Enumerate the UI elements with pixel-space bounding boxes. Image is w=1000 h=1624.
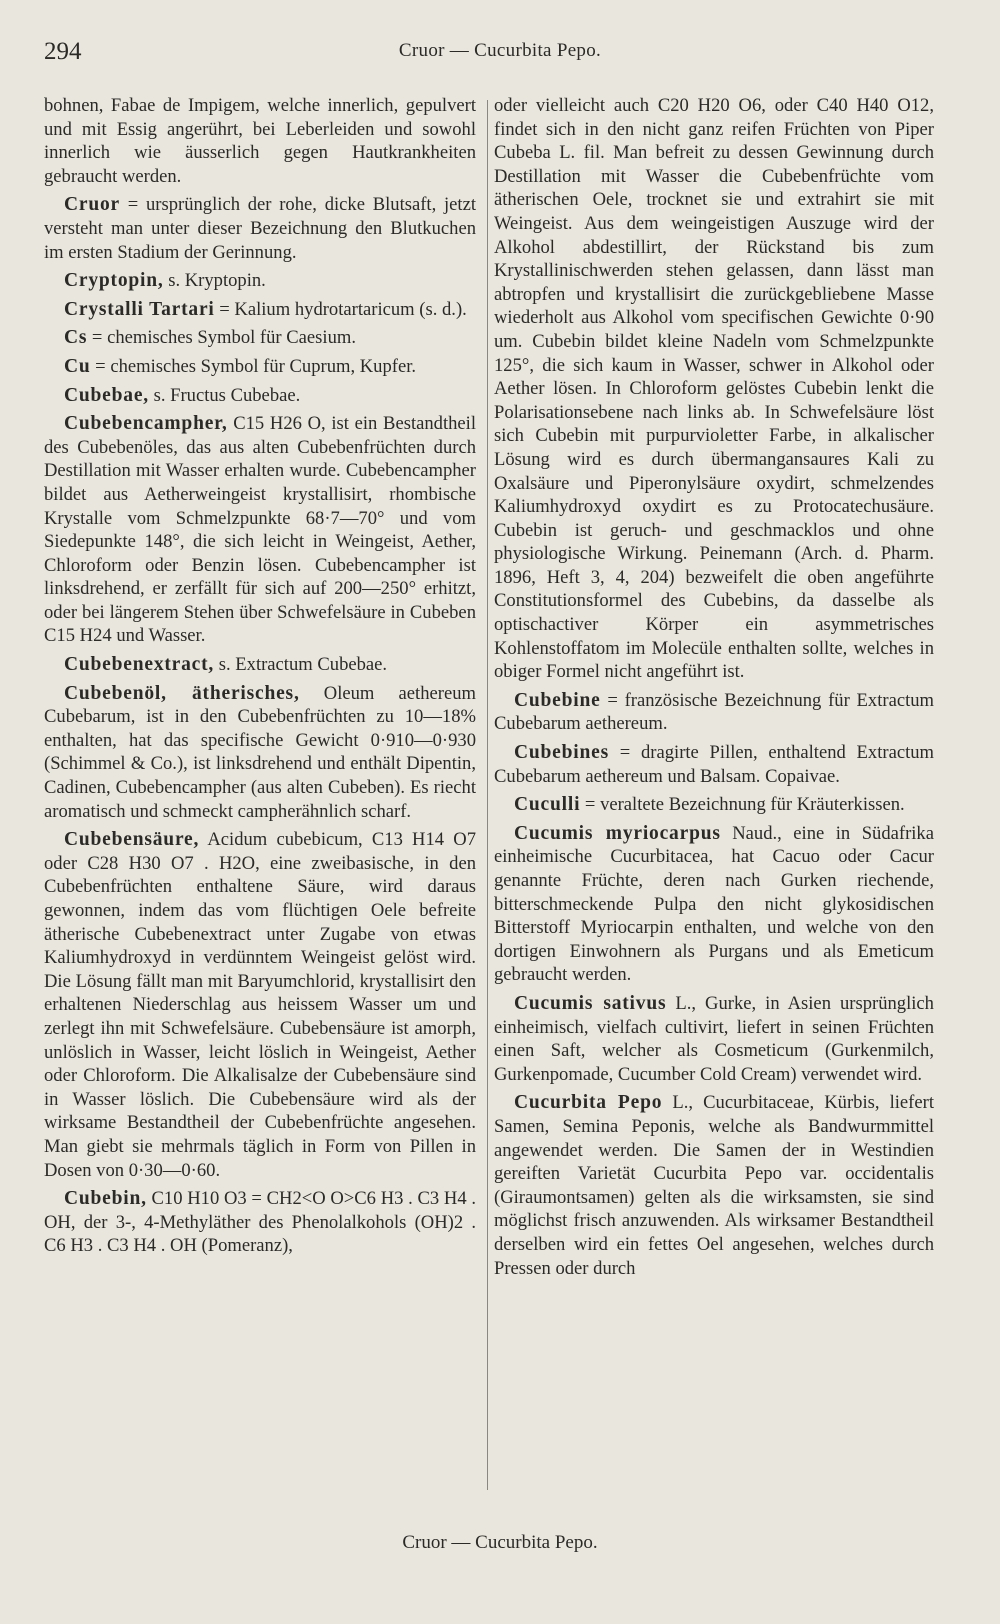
- entry: [44, 412, 476, 648]
- entry: [44, 298, 476, 322]
- entry-headword: Cubebenextract,: [64, 654, 215, 676]
- entry-text: s. Fructus Cubebae.: [148, 384, 301, 406]
- entry-headword: Cryptopin,: [64, 270, 164, 292]
- entry: [494, 992, 934, 1086]
- entry-text: s. Kryptopin.: [163, 270, 266, 292]
- entry-text: Naud., eine in Südafrika einheimische Cucurbitacea, hat Cacuo oder Cacur genannte Früchte, deren nach Gurken riechende, bitterschmeckende Pulpa den nicht glykosidischen Bitterstoff Myriocarpin enthalten, und welche von den dortigen Einwohnern als Purgans und als Emeticum gebraucht werden.: [494, 822, 934, 986]
- entry-text: Acidum cubebicum, C13 H14 O7 oder C28 H30 O7 . H2O, eine zweibasische, in den Cubebenfrüchten enthaltene Säure, wird daraus gewonnen, indem das vom flüchtigen Oele befreite ätherische Cubebenextract unter Zugabe von etwas Kaliumhydroxyd in verdünntem Weingeist gelöst wird. Die Lösung fällt man mit Baryumchlorid, krystallisirt den erhaltenen Niederschlag aus heissem Wasser um und zerlegt ihn mit Schwefelsäure. Cubebensäure ist amorph, unlöslich in Wasser, leicht löslich in Weingeist, Aether oder Chloroform. Die Alkalisalze der Cubebensäure sind in Wasser löslich. Die Cubebensäure wird als der wirksame Bestandtheil der Cubebenfrüchte angesehen. Man giebt sie mehrmals täglich in Form von Pillen in Dosen von 0·30—0·60.: [44, 829, 476, 1181]
- page-number: 294: [44, 38, 82, 65]
- entry: [44, 828, 476, 1182]
- running-footer: Cruor — Cucurbita Pepo.: [402, 1532, 598, 1553]
- entry-headword: Cubebae,: [64, 384, 149, 406]
- entry-text: L., Gurke, in Asien ursprünglich einheimisch, vielfach cultivirt, liefert in seinen Früchten einen Saft, welcher als Cosmeticum (Gurkenmilch, Gurkenpomade, Cucumber Cold Cream) verwendet wird.: [494, 992, 934, 1085]
- entry-headword: Cubebin,: [64, 1188, 147, 1210]
- entry: [494, 1091, 934, 1280]
- entry: [44, 1187, 476, 1258]
- entry-text: = Kalium hydrotartaricum (s. d.).: [214, 298, 467, 320]
- entry-text: bohnen, Fabae de Impigem, welche innerlich, gepulvert und mit Essig angerührt, bei Leberleiden und sowohl innerlich wie äusserlich gegen Hautkrankheiten gebraucht werden.: [44, 95, 476, 187]
- entry-text: C15 H26 O, ist ein Bestandtheil des Cubebenöles, das aus alten Cubebenfrüchten durch Destillation mit Wasser erhalten wurde. Cubebencampher bildet aus Aetherweingeist krystallisirt, rhombische Krystalle vom Schmelzpunkte 68·7—70° und vom Siedepunkte 148°, die sich leicht in Weingeist, Aether, Chloroform oder Benzin lösen. Cubebencampher ist linksdrehend, er zerfällt für sich auf 200—250° erhitzt, oder bei längerem Stehen über Schwefelsäure in Cubeben C15 H24 und Wasser.: [44, 413, 476, 647]
- entry: [44, 269, 476, 293]
- entry: [494, 793, 934, 817]
- entry-text: = ursprünglich der rohe, dicke Blutsaft, jetzt versteht man unter dieser Bezeichnung den Blutkuchen im ersten Stadium der Gerinnung.: [44, 194, 476, 263]
- entry-text: L., Cucurbitaceae, Kürbis, liefert Samen, Semina Peponis, welche als Bandwurmmittel angewendet werden. Die Samen der in Westindien gereiften Varietät Cucurbita Pepo var. occidentalis (Giraumontsamen) gelten als die wirksamsten, sie sind möglichst frisch anzuwenden. Als wirksamer Bestandtheil derselben wird ein fettes Oel angesehen, welches durch Pressen oder durch: [494, 1092, 934, 1279]
- entry-text: Oleum aethereum Cubebarum, ist in den Cubebenfrüchten zu 10—18% enthalten, hat das specifische Gewicht 0·910—0·930 (Schimmel & Co.), ist linksdrehend und enthält Dipentin, Cadinen, Cubebencampher (aus alten Cubeben). Es riecht aromatisch und schmeckt campherähnlich scharf.: [44, 682, 476, 822]
- entry-headword: Cuculli: [514, 794, 581, 816]
- entry-headword: Cucurbita Pepo: [514, 1092, 663, 1114]
- entry-headword: Cubebensäure,: [64, 829, 200, 851]
- entry-headword: Cs: [64, 327, 88, 349]
- entry-headword: Cruor: [64, 194, 120, 216]
- entry-text: C10 H10 O3 = CH2<O O>C6 H3 . C3 H4 . OH, der 3-, 4-Methyläther des Phenolalkohols (OH)2 . C6 H3 . C3 H4 . OH (Pomeranz),: [44, 1188, 476, 1257]
- entry-headword: Cucumis myriocarpus: [514, 822, 721, 844]
- entry-headword: Cubebines: [514, 742, 609, 764]
- entry-text: = veraltete Bezeichnung für Kräuterkissen.: [580, 794, 905, 816]
- entry: [44, 326, 476, 350]
- entry-headword: Cucumis sativus: [514, 992, 667, 1014]
- left-column: [44, 94, 476, 1263]
- entry-text: = französische Bezeichnung für Extractum Cubebarum aethereum.: [494, 689, 934, 735]
- entry-headword: Crystalli Tartari: [64, 298, 215, 320]
- entry-headword: Cu: [64, 355, 91, 377]
- running-header: Cruor — Cucurbita Pepo.: [398, 40, 602, 61]
- entry-text: oder vielleicht auch C20 H20 O6, oder C40 H40 O12, findet sich in den nicht ganz reifen Früchten von Piper Cubeba L. fil. Man befreit zu dessen Gewinnung durch Destillation mit Wasser die Cubebenfrüchte vom ätherischen Oele, trocknet sie und extrahirt sie mit Weingeist. Aus dem weingeistigen Auszuge wird der Alkohol abdestillirt, der Rückstand bis zum Krystallinischwerden stehen gelassen, dann lässt man abtropfen und krystallisirt die zurückgebliebene Masse wiederholt aus Alkohol vom specifischen Gewichte 0·90 um. Cubebin bildet kleine Nadeln vom Schmelzpunkte 125°, die sich kaum in Wasser, schwer in Alkohol oder Aether lösen. In Chloroform gelöstes Cubebin lenkt die Polarisationsebene nach links ab. In Schwefelsäure löst sich Cubebin mit purpurvioletter Farbe, in alkalischer Lösung wird es durch übermangansaures Kali zu Oxalsäure und Piperonylsäure oxydirt, schmelzendes Kaliumhydroxyd oxydirt es zu Protocatechusäure. Cubebin ist geruch- und geschmacklos und ohne physiologische Wirkung. Peinemann (Arch. d. Pharm. 1896, Heft 3, 4, 204) bezweifelt die oben angeführte Constitutionsformel des Cubebins, da dasselbe als optischactiver Körper ein asymmetrisches Kohlenstoffatom im Molecüle enthalten sollte, welches in obiger Formel nicht angeführt ist.: [494, 95, 934, 683]
- entry-headword: Cubebenöl, ätherisches,: [64, 682, 300, 704]
- right-column: [494, 94, 934, 1285]
- entry: [44, 682, 476, 824]
- entry: [494, 741, 934, 788]
- entry-text: = chemisches Symbol für Caesium.: [87, 327, 356, 349]
- entry-text: = dragirte Pillen, enthaltend Extractum Cubebarum aethereum und Balsam. Copaivae.: [494, 742, 934, 787]
- entry: [44, 653, 476, 677]
- column-divider: [487, 100, 488, 1490]
- entry-text: s. Extractum Cubebae.: [214, 654, 388, 676]
- entry-text: = chemisches Symbol für Cuprum, Kupfer.: [90, 355, 417, 377]
- entry: [494, 822, 934, 987]
- entry: [44, 384, 476, 408]
- entry-headword: Cubebine: [514, 689, 601, 711]
- entry: [494, 94, 934, 684]
- entry: [494, 689, 934, 736]
- entry-headword: Cubebencampher,: [64, 413, 228, 435]
- entry: [44, 94, 476, 188]
- entry: [44, 355, 476, 379]
- entry: [44, 193, 476, 264]
